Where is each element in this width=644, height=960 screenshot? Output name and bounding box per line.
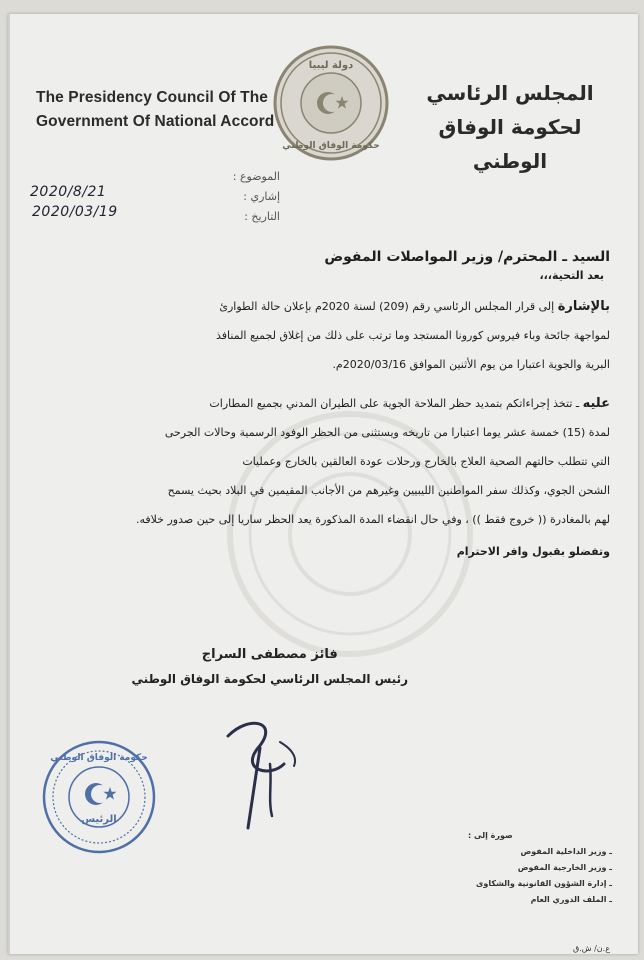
header-arabic	[410, 76, 610, 178]
paragraph-1-line1: إلى قرار المجلس الرئاسي رقم (209) لسنة 2020م بإعلان حالة الطوارئ	[219, 300, 555, 313]
addressee: السيد ـ المحترم/ وزير المواصلات المفوض	[324, 249, 610, 265]
copy-item: ـ وزير الخارجية المفوض	[517, 863, 612, 872]
closing-line: وتفضلو بقبول وافر الاحترام	[456, 545, 610, 558]
signatory-name: فائز مصطفى السراج	[201, 647, 338, 662]
copy-item: ـ الملف الدوري العام	[530, 895, 612, 904]
presidential-stamp	[40, 738, 158, 856]
header-english	[36, 86, 276, 134]
paragraph-1	[38, 292, 610, 379]
handwritten-signature	[210, 704, 330, 844]
paragraph-1-line3: البرية والجوية اعتبارا من يوم الأثنين الموافق 2020/03/16م.	[332, 358, 610, 371]
greeting: بعد التحية،،،	[539, 269, 604, 282]
paragraph-2-line4: الشحن الجوي، وكذلك سفر المواطنين الليبيين وغيرهم من الأجانب المقيمين في البلاد بحيث يسمح	[167, 484, 610, 497]
copies-header: صورة إلى :	[468, 831, 513, 840]
header-english-line1: The Presidency Council Of The	[36, 89, 269, 106]
paragraph-2-line2: لمدة (15) خمسة عشر يوما اعتبارا من تاريخه ويستثنى من الحظر الوفود الرسمية وحالات الجرحى	[164, 426, 610, 439]
copy-item: ـ وزير الداخلية المفوض	[520, 847, 612, 856]
paragraph-2-lead: عليه	[582, 396, 610, 411]
meta-block	[180, 170, 280, 230]
header-arabic-line2: لحكومة الوفاق الوطني	[438, 115, 582, 173]
date-label: التاريخ :	[244, 210, 280, 223]
reference-value: 2020/8/21	[30, 184, 107, 200]
signature-block	[132, 642, 408, 690]
paragraph-1-line2: لمواجهة جائحة وباء فيروس كورونا المستجد وما ترتب على ذلك من إغلاق لجميع المنافذ	[216, 329, 610, 342]
paragraph-2	[38, 389, 610, 534]
paragraph-2-line1: ـ تتخذ إجراءاتكم بتمديد حظر الملاحة الجوية على الطيران المدني بجميع المطارات	[209, 397, 580, 410]
date-value: 2020/03/19	[32, 204, 118, 220]
svg-text:دولة ليبيا: دولة ليبيا	[308, 60, 354, 71]
copies-list	[462, 828, 612, 908]
copy-item: ـ إدارة الشؤون القانونية والشكاوى	[476, 879, 612, 888]
header-english-line2: Government Of National Accord	[36, 113, 275, 130]
paragraph-2-line3: التي تتطلب حالتهم الصحية العلاج بالخارج ورحلات عودة العالقين بالخارج وعمليات	[242, 455, 610, 468]
letter-sheet	[8, 14, 638, 954]
letter-body	[38, 246, 610, 564]
stamp-ring-text: حكومة الوفاق الوطني	[50, 753, 148, 763]
signatory-title: رئيس المجلس الرئاسي لحكومة الوفاق الوطني	[131, 672, 408, 686]
stamp-bottom-text: الرئيس	[81, 814, 117, 825]
government-seal	[272, 44, 390, 162]
reference-label: إشاري :	[243, 190, 280, 203]
paragraph-1-lead: بالإشارة	[557, 299, 610, 314]
paragraph-2-line5: لهم بالمغادرة (( خروج فقط )) ، وفي حال انقضاء المدة المذكورة يعد الحظر ساريا إلى حين صدور خلافه.	[135, 513, 610, 526]
reference-code: ع.ن/ ش.ق	[573, 944, 610, 953]
header-arabic-line1: المجلس الرئاسي	[426, 81, 594, 105]
svg-text:حكومة الوفاق الوطني: حكومة الوفاق الوطني	[282, 141, 380, 151]
subject-label: الموضوع :	[232, 170, 280, 183]
